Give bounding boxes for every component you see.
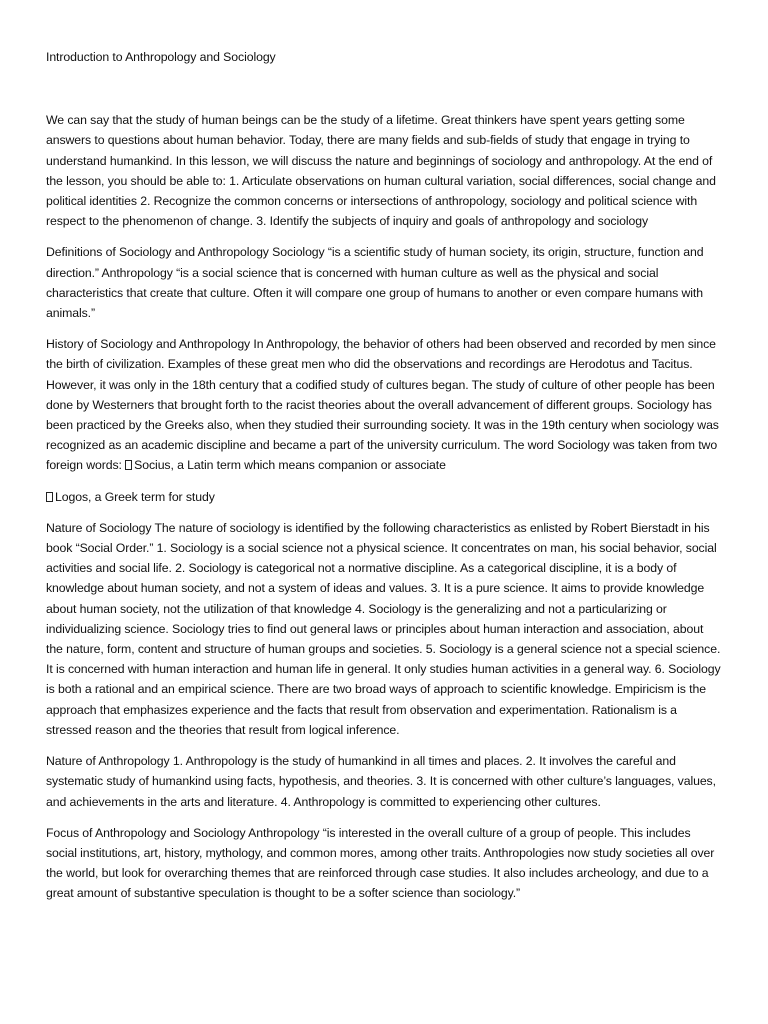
- paragraph-nature-of-sociology: Nature of Sociology The nature of sociology is identified by the following characteristics as enlisted by Robert Bierstadt in his book “Social Order.” 1. Sociology is a social science not a physical science. It concentrates on man, his social behavior, social activities and social life. 2. Sociology is categorical not a normative discipline. As a categorical discipline, it is a body of knowledge about human society, and not a system of ideas and values. 3. It is a pure science. It aims to provide knowledge about human society, not the utilization of that knowledge 4. Sociology is the generalizing and not a particularizing or individualizing science. Sociology tries to find out general laws or principles about human interaction and association, about the nature, form, content and structure of human groups and societies. 5. Sociology is a general science not a special science. It is concerned with human interaction and human life in general. It only studies human activities in a general way. 6. Sociology is both a rational and an empirical science. There are two broad ways of approach to scientific knowledge. Empiricism is the approach that emphasizes experience and the facts that result from observation and experimentation. Rationalism is a stressed reason and the theories that result from logical inference.: [46, 520, 721, 737]
- missing-glyph-icon: [125, 460, 132, 470]
- paragraph-history: [46, 334, 722, 475]
- paragraph-history-text: History of Sociology and Anthropology In Anthropology, the behavior of others had been observed and recorded by men since the birth of civilization. Examples of these great men who did the observations and recordings are Herodotus and Tacitus. However, it was only in the 18th century that a codified study of cultures began. The study of culture of other people has been done by Westerners that brought forth to the racist theories about the overall advancement of different groups. Sociology has been practiced by the Greeks also, when they studied their surrounding society. It was in the 19th century when sociology was recognized as an academic discipline and became a part of the university curriculum. The word Sociology was taken from two foreign words:: [46, 337, 719, 473]
- document-title: Introduction to Anthropology and Sociology: [46, 50, 276, 64]
- paragraph-definitions: Definitions of Sociology and Anthropology Sociology “is a scientific study of human society, its origin, structure, function and direction.” Anthropology “is a social science that is concerned with human culture as well as the physical and social characteristics that create that culture. Often it will compare one group of humans to another or even compare humans with animals.”: [46, 245, 704, 321]
- socius-definition: Socius, a Latin term which means companion or associate: [134, 458, 446, 473]
- paragraph-introduction: We can say that the study of human beings can be the study of a lifetime. Great thinkers have spent years getting some answers to questions about human behavior. Today, there are many fields and sub-fields of study that engage in trying to understand humankind. In this lesson, we will discuss the nature and beginnings of sociology and anthropology. At the end of the lesson, you should be able to: 1. Articulate observations on human cultural variation, social differences, social change and political identities 2. Recognize the common concerns or intersections of anthropology, sociology and political science with respect to the phenomenon of change. 3. Identify the subjects of inquiry and goals of anthropology and sociology: [46, 113, 716, 229]
- paragraph-nature-of-anthropology: Nature of Anthropology 1. Anthropology is the study of humankind in all times and places. 2. It involves the careful and systematic study of humankind using facts, hypothesis, and theories. 3. It is concerned with other culture’s languages, values, and achievements in the arts and literature. 4. Anthropology is committed to experiencing other cultures.: [46, 754, 716, 809]
- missing-glyph-icon: [46, 492, 53, 502]
- document-page: [46, 47, 722, 915]
- paragraph-logos: [46, 487, 722, 507]
- paragraph-focus: Focus of Anthropology and Sociology Anthropology “is interested in the overall culture of a group of people. This includes social institutions, art, history, mythology, and common mores, among other traits. Anthropologies now study societies all over the world, but look for overarching themes that are reinforced through case studies. It also includes archeology, and due to a great amount of substantive speculation is thought to be a softer science than sociology.”: [46, 825, 715, 901]
- logos-definition: Logos, a Greek term for study: [55, 489, 215, 504]
